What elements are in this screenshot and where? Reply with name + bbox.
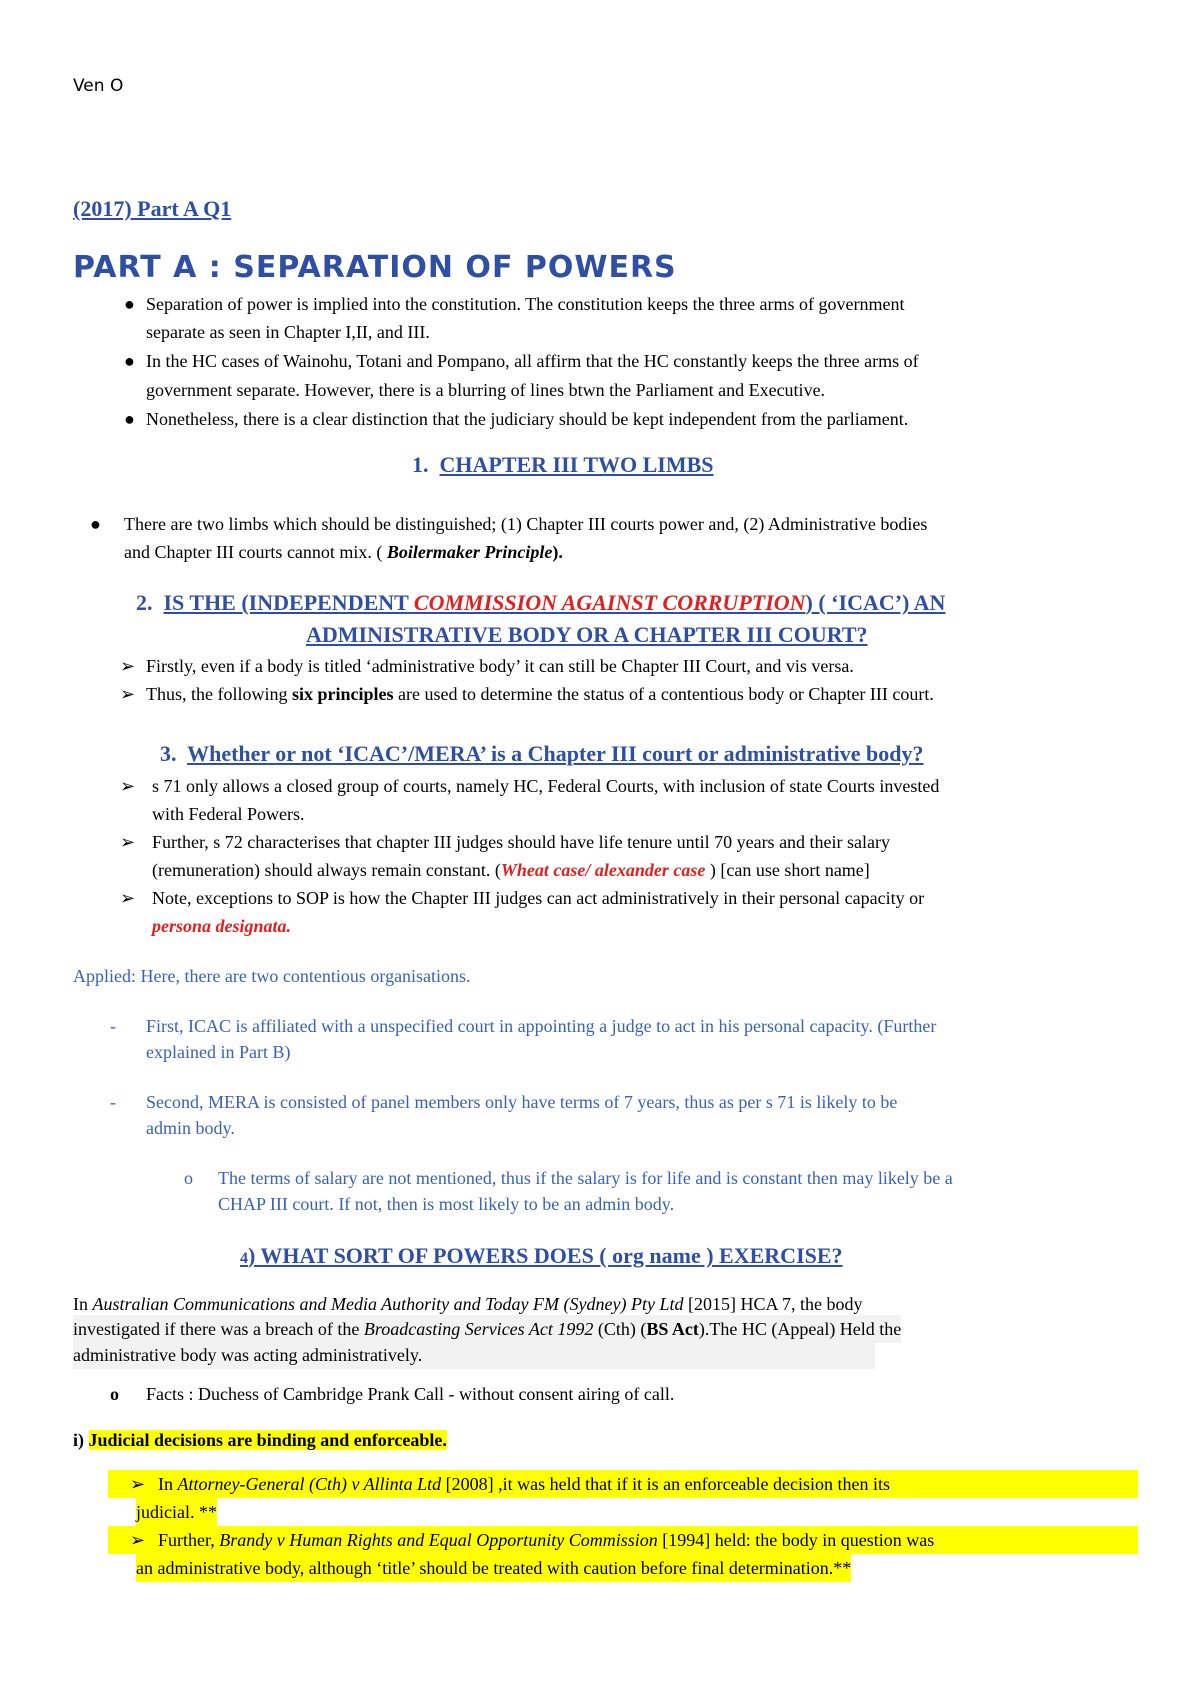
- section-1-heading: [412, 452, 714, 478]
- header-author: Ven O: [73, 76, 124, 96]
- circle-bullet-icon: o: [110, 1384, 119, 1404]
- section-number: 1.: [412, 452, 429, 477]
- case-text-line-3: administrative body was acting administratively.: [73, 1341, 875, 1369]
- section-3-point-1-line-2: with Federal Powers.: [152, 804, 305, 824]
- applied-subpoint-line-2: CHAP III court. If not, then is most likely to be an admin body.: [218, 1194, 675, 1214]
- intro-bullet-2-line-2: government separate. However, there is a blurring of lines btwn the Parliament and Executive.: [146, 380, 826, 400]
- intro-bullet-1-line-1: Separation of power is implied into the constitution. The constitution keeps the three arms of government: [146, 294, 905, 314]
- arrow-bullet-icon: ➢: [120, 684, 136, 704]
- question-title: (2017) Part A Q1: [73, 196, 232, 221]
- intro-bullet-1-line-2: separate as seen in Chapter I,II, and III.: [146, 322, 430, 342]
- section-3-heading: [160, 741, 923, 767]
- subsection-i-heading: i) Judicial decisions are binding and enforceable.: [73, 1430, 447, 1450]
- case-text-line-2: investigated if there was a breach of the Broadcasting Services Act 1992 (Cth) (BS Act).The HC (Appeal) Held the: [73, 1315, 901, 1343]
- section-2-heading-line-2: ADMINISTRATIVE BODY OR A CHAPTER III COURT?: [306, 622, 868, 647]
- section-2-heading: 2. IS THE (INDEPENDENT COMMISSION AGAINST CORRUPTION) ( ‘ICAC’) AN: [136, 590, 946, 615]
- facts-text: Facts : Duchess of Cambridge Prank Call - without consent airing of call.: [146, 1384, 675, 1404]
- arrow-bullet-icon: ➢: [120, 888, 136, 908]
- highlight-row-2: [108, 1526, 1138, 1554]
- section-3-point-3-line-1: Note, exceptions to SOP is how the Chapter III judges can act administratively in their personal capacity or: [152, 888, 925, 908]
- bullet-icon: ●: [124, 409, 135, 429]
- bullet-icon: ●: [124, 351, 135, 371]
- subsection-i-point-1-line-1: In Attorney-General (Cth) v Allinta Ltd [2008] ,it was held that if it is an enforceable decision then its: [158, 1474, 891, 1494]
- intro-bullet-2-line-1: In the HC cases of Wainohu, Totani and Pompano, all affirm that the HC constantly keeps the three arms of: [146, 351, 919, 371]
- section-2-point-2: Thus, the following six principles are used to determine the status of a contentious body or Chapter III court.: [146, 684, 934, 704]
- applied-point-1-line-2: explained in Part B): [146, 1042, 291, 1062]
- arrow-bullet-icon: ➢: [120, 832, 136, 852]
- section-3-point-1-line-1: s 71 only allows a closed group of courts, namely HC, Federal Courts, with inclusion of state Courts invested: [152, 776, 940, 796]
- section-3-point-3-line-2: persona designata.: [152, 916, 292, 936]
- intro-bullet-3-line-1: Nonetheless, there is a clear distinction that the judiciary should be kept independent from the parliament.: [146, 409, 909, 429]
- part-title: PART A : SEPARATION OF POWERS: [73, 250, 677, 285]
- arrow-bullet-icon: ➢: [130, 1530, 146, 1550]
- circle-bullet-icon: o: [184, 1168, 193, 1188]
- bullet-icon: ●: [90, 514, 101, 534]
- arrow-bullet-icon: ➢: [120, 656, 136, 676]
- applied-subpoint-line-1: The terms of salary are not mentioned, thus if the salary is for life and is constant then may likely be a: [218, 1168, 953, 1188]
- section-1-bullet-line-1: There are two limbs which should be distinguished; (1) Chapter III courts power and, (2) Administrative bodies: [124, 514, 928, 534]
- dash-icon: -: [110, 1092, 116, 1112]
- dash-icon: -: [110, 1016, 116, 1036]
- section-title: CHAPTER III TWO LIMBS: [439, 452, 714, 477]
- arrow-bullet-icon: ➢: [120, 776, 136, 796]
- section-2-point-1: Firstly, even if a body is titled ‘administrative body’ it can still be Chapter III Court, and vis versa.: [146, 656, 854, 676]
- section-1-bullet-line-2: and Chapter III courts cannot mix. ( Boilermaker Principle).: [124, 542, 563, 562]
- case-text-line-1: In Australian Communications and Media Authority and Today FM (Sydney) Pty Ltd [2015] HCA 7, the body: [73, 1294, 863, 1314]
- section-3-point-2-line-1: Further, s 72 characterises that chapter III judges should have life tenure until 70 years and their salary: [152, 832, 891, 852]
- bullet-icon: ●: [124, 294, 135, 314]
- applied-point-1-line-1: First, ICAC is affiliated with a unspecified court in appointing a judge to act in his personal capacity. (Further: [146, 1016, 937, 1036]
- subsection-i-point-2-line-2: an administrative body, although ‘title’ should be treated with caution before final determination.**: [136, 1554, 851, 1582]
- highlight-row-1: [108, 1470, 1138, 1498]
- arrow-bullet-icon: ➢: [130, 1474, 146, 1494]
- section-4-heading: 4) WHAT SORT OF POWERS DOES ( org name ) EXERCISE?: [240, 1243, 843, 1268]
- subsection-i-point-1-line-2: judicial. **: [136, 1498, 217, 1526]
- applied-intro: Applied: Here, there are two contentious organisations.: [73, 966, 471, 986]
- section-title: Whether or not ‘ICAC’/MERA’ is a Chapter III court or administrative body?: [187, 741, 924, 766]
- section-3-point-2-line-2: (remuneration) should always remain constant. (Wheat case/ alexander case ) [can use short name]: [152, 860, 870, 880]
- section-number: 2.: [136, 590, 153, 615]
- subsection-i-point-2-line-1: Further, Brandy v Human Rights and Equal Opportunity Commission [1994] held: the body in question was: [158, 1530, 935, 1550]
- section-number: 3.: [160, 741, 177, 766]
- applied-point-2-line-1: Second, MERA is consisted of panel members only have terms of 7 years, thus as per s 71 is likely to be: [146, 1092, 898, 1112]
- applied-point-2-line-2: admin body.: [146, 1118, 235, 1138]
